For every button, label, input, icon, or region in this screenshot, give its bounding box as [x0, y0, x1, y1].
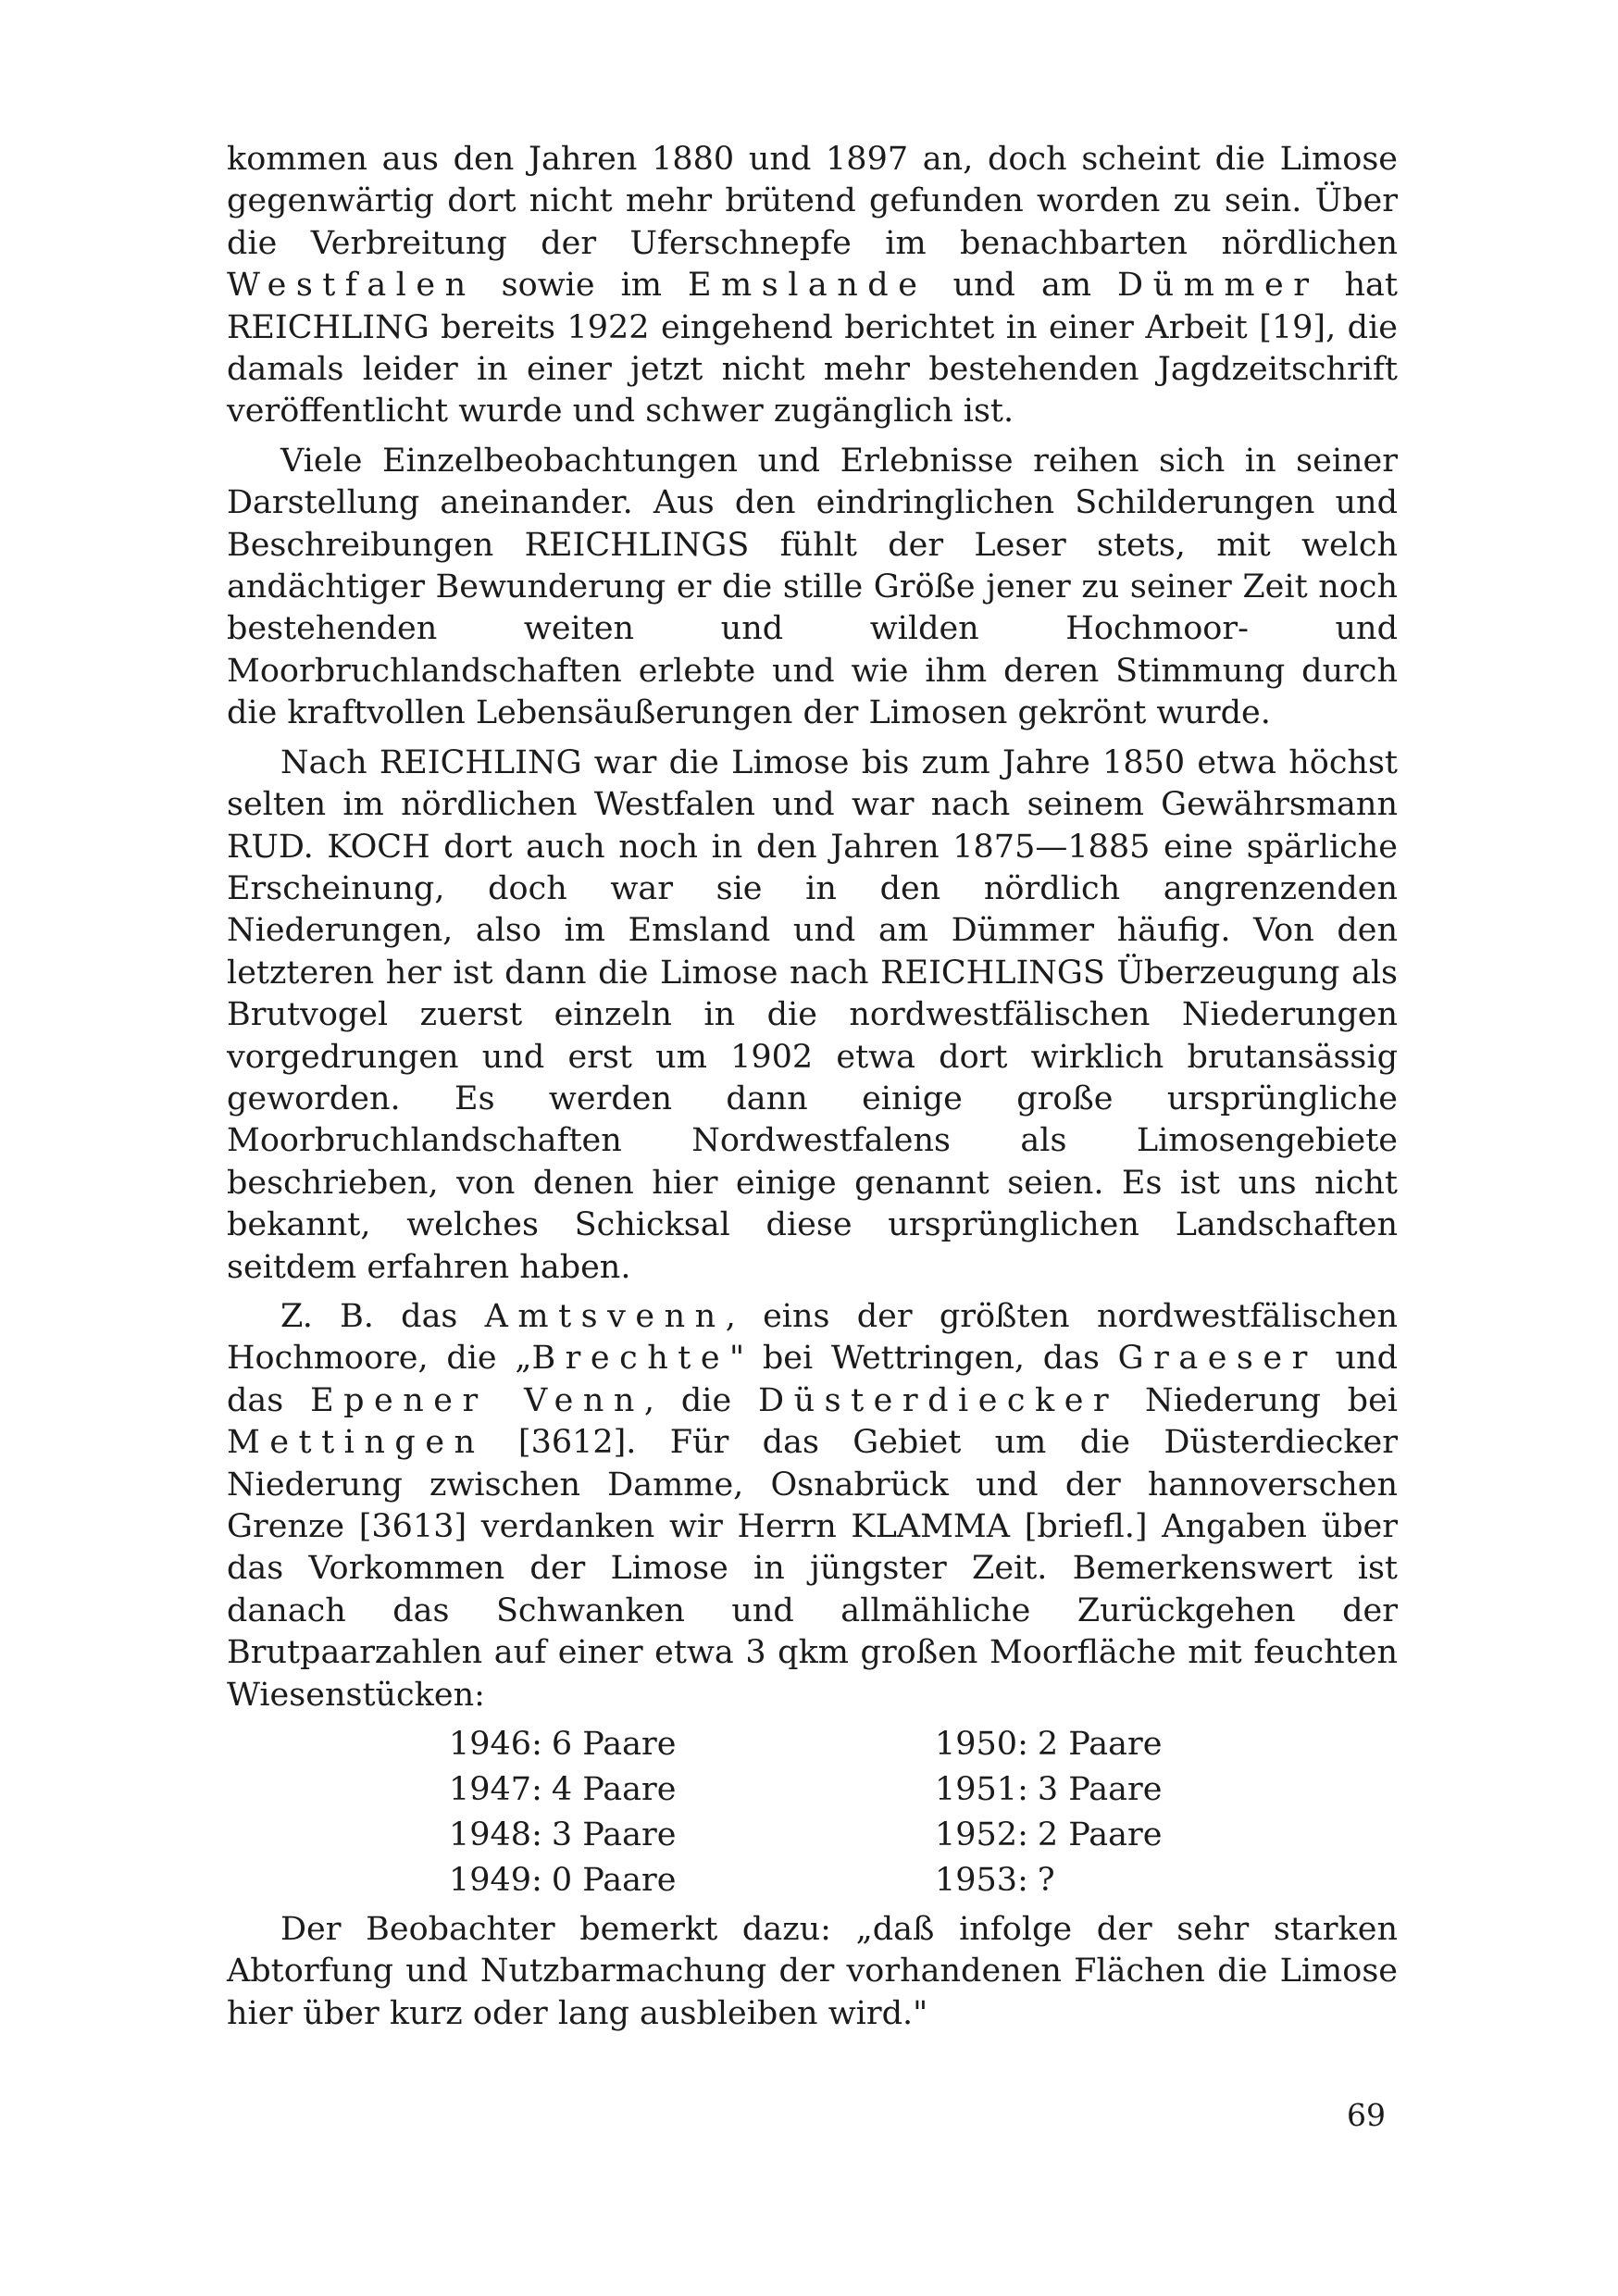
spaced-place-name: Amtsvenn [484, 1297, 726, 1335]
pairs-cell: 2 Paare [1037, 1816, 1163, 1854]
spaced-place-name: Düsterdiecker [758, 1381, 1119, 1419]
pairs-cell: ? [1037, 1862, 1055, 1900]
table-row [449, 1813, 676, 1858]
paragraph-3: Nach REICHLING war die Limose bis zum Jahre 1850 etwa höchst selten im nördlichen Westfalen und war nach seinem Gewährsmann RUD. KOCH dort auch noch in den Jahren 1875—1885 eine spärliche Erscheinung, doch war sie in den nördlich angrenzenden Niederungen, also im Emsland und am Dümmer häufig. Von den letzteren her ist dann die Limose nach REICHLINGS Überzeugung als Brutvogel zuerst einzeln in die nordwestfälischen Niederungen vorgedrungen und erst um 1902 etwa dort wirklich brutansässig geworden. Es werden dann einige große ursprüngliche Moorbruchlandschaften Nordwestfalens als Limosengebiete beschrieben, von denen hier einige genannt seien. Es ist uns nicht bekannt, welches Schicksal diese ursprünglichen Landschaften seitdem erfahren haben. [227, 743, 1398, 1286]
pairs-cell: 0 Paare [551, 1862, 677, 1900]
year-cell: 1953: [935, 1862, 1028, 1900]
table-column-right [935, 1722, 1162, 1903]
year-cell: 1952: [935, 1816, 1028, 1854]
text-run: , eins der größten nordwestfälischen Hochmoore, die „ [227, 1297, 1398, 1378]
year-cell: 1949: [449, 1862, 542, 1900]
table-row [449, 1858, 676, 1903]
pairs-cell: 4 Paare [551, 1771, 677, 1809]
page-number: 69 [1347, 2097, 1386, 2133]
paragraph-4 [227, 1296, 1398, 1716]
text-run: Z. B. das [280, 1297, 485, 1335]
spaced-place-name: Epener Venn [310, 1381, 644, 1419]
text-run: kommen aus den Jahren 1880 und 1897 an, doch scheint die Limose gegenwärtig dort nicht mehr brütend gefunden worden zu sein. Über die Verbreitung der Uferschnepfe im benachbarten nördlichen [227, 141, 1398, 262]
text-run: , die [643, 1381, 759, 1419]
pairs-cell: 3 Paare [551, 1816, 677, 1854]
spaced-place-name: Emslande [688, 267, 927, 305]
text-run: Niederung bei [1118, 1381, 1398, 1419]
text-run: [3612]. Für das Gebiet um die Düsterdiecker Niederung zwischen Damme, Osnabrück und der hannoverschen Grenze [3613] verdanken wir Herrn KLAMMA [briefl.] Angaben über das Vorkommen der Limose in jüngster Zeit. Bemerkenswert ist danach das Schwanken und allmähliche Zurückgehen der Brutpaarzahlen auf einer etwa 3 qkm großen Moorfläche mit feuchten Wiesenstücken: [227, 1424, 1398, 1714]
table-column-left [449, 1722, 676, 1903]
year-cell: 1947: [449, 1771, 542, 1809]
paragraph-1 [227, 139, 1398, 433]
pairs-cell: 2 Paare [1037, 1726, 1163, 1764]
spaced-place-name: Mettingen [227, 1424, 485, 1462]
spaced-place-name: Brechte [531, 1340, 730, 1378]
body-text [227, 139, 1398, 2035]
table-row [935, 1813, 1162, 1858]
year-cell: 1950: [935, 1726, 1028, 1764]
spaced-place-name: Westfalen [227, 267, 476, 305]
table-row [449, 1722, 676, 1767]
year-cell: 1946: [449, 1726, 542, 1764]
text-run: und das [227, 1340, 1398, 1419]
paragraph-5: Der Beobachter bemerkt dazu: „daß infolge der sehr starken Abtorfung und Nutzbarmachung der vorhandenen Flächen die Limose hier über kurz oder lang ausbleiben wird." [227, 1911, 1398, 2032]
text-run: hat REICHLING bereits 1922 eingehend berichtet in einer Arbeit [19], die damals leider in einer jetzt nicht mehr bestehenden Jagdzeitschrift veröffentlicht wurde und schwer zugänglich ist. [227, 267, 1398, 430]
text-run: " bei Wettringen, das [729, 1340, 1118, 1378]
text-run: sowie im [475, 267, 688, 305]
pairs-cell: 3 Paare [1037, 1771, 1163, 1809]
table-row [935, 1722, 1162, 1767]
year-cell: 1951: [935, 1771, 1028, 1809]
breeding-pairs-table [227, 1722, 1398, 1903]
table-row [449, 1767, 676, 1813]
paragraph-2: Viele Einzelbeobachtungen und Erlebnisse reihen sich in seiner Darstellung aneinander. Aus den eindringlichen Schilderungen und Beschreibungen REICHLINGS fühlt der Leser stets, mit welch andächtiger Bewunderung er die stille Größe jener zu seiner Zeit noch bestehenden weiten und wilden Hochmoor- und Moorbruchlandschaften erlebte und wie ihm deren Stimmung durch die kraftvollen Lebensäußerungen der Limosen gekrönt wurde. [227, 442, 1398, 732]
table-row [935, 1767, 1162, 1813]
pairs-cell: 6 Paare [551, 1726, 677, 1764]
spaced-place-name: Dümmer [1117, 267, 1319, 305]
table-row [935, 1858, 1162, 1903]
spaced-place-name: Graeser [1117, 1340, 1317, 1378]
year-cell: 1948: [449, 1816, 542, 1854]
text-run: und am [927, 267, 1118, 305]
